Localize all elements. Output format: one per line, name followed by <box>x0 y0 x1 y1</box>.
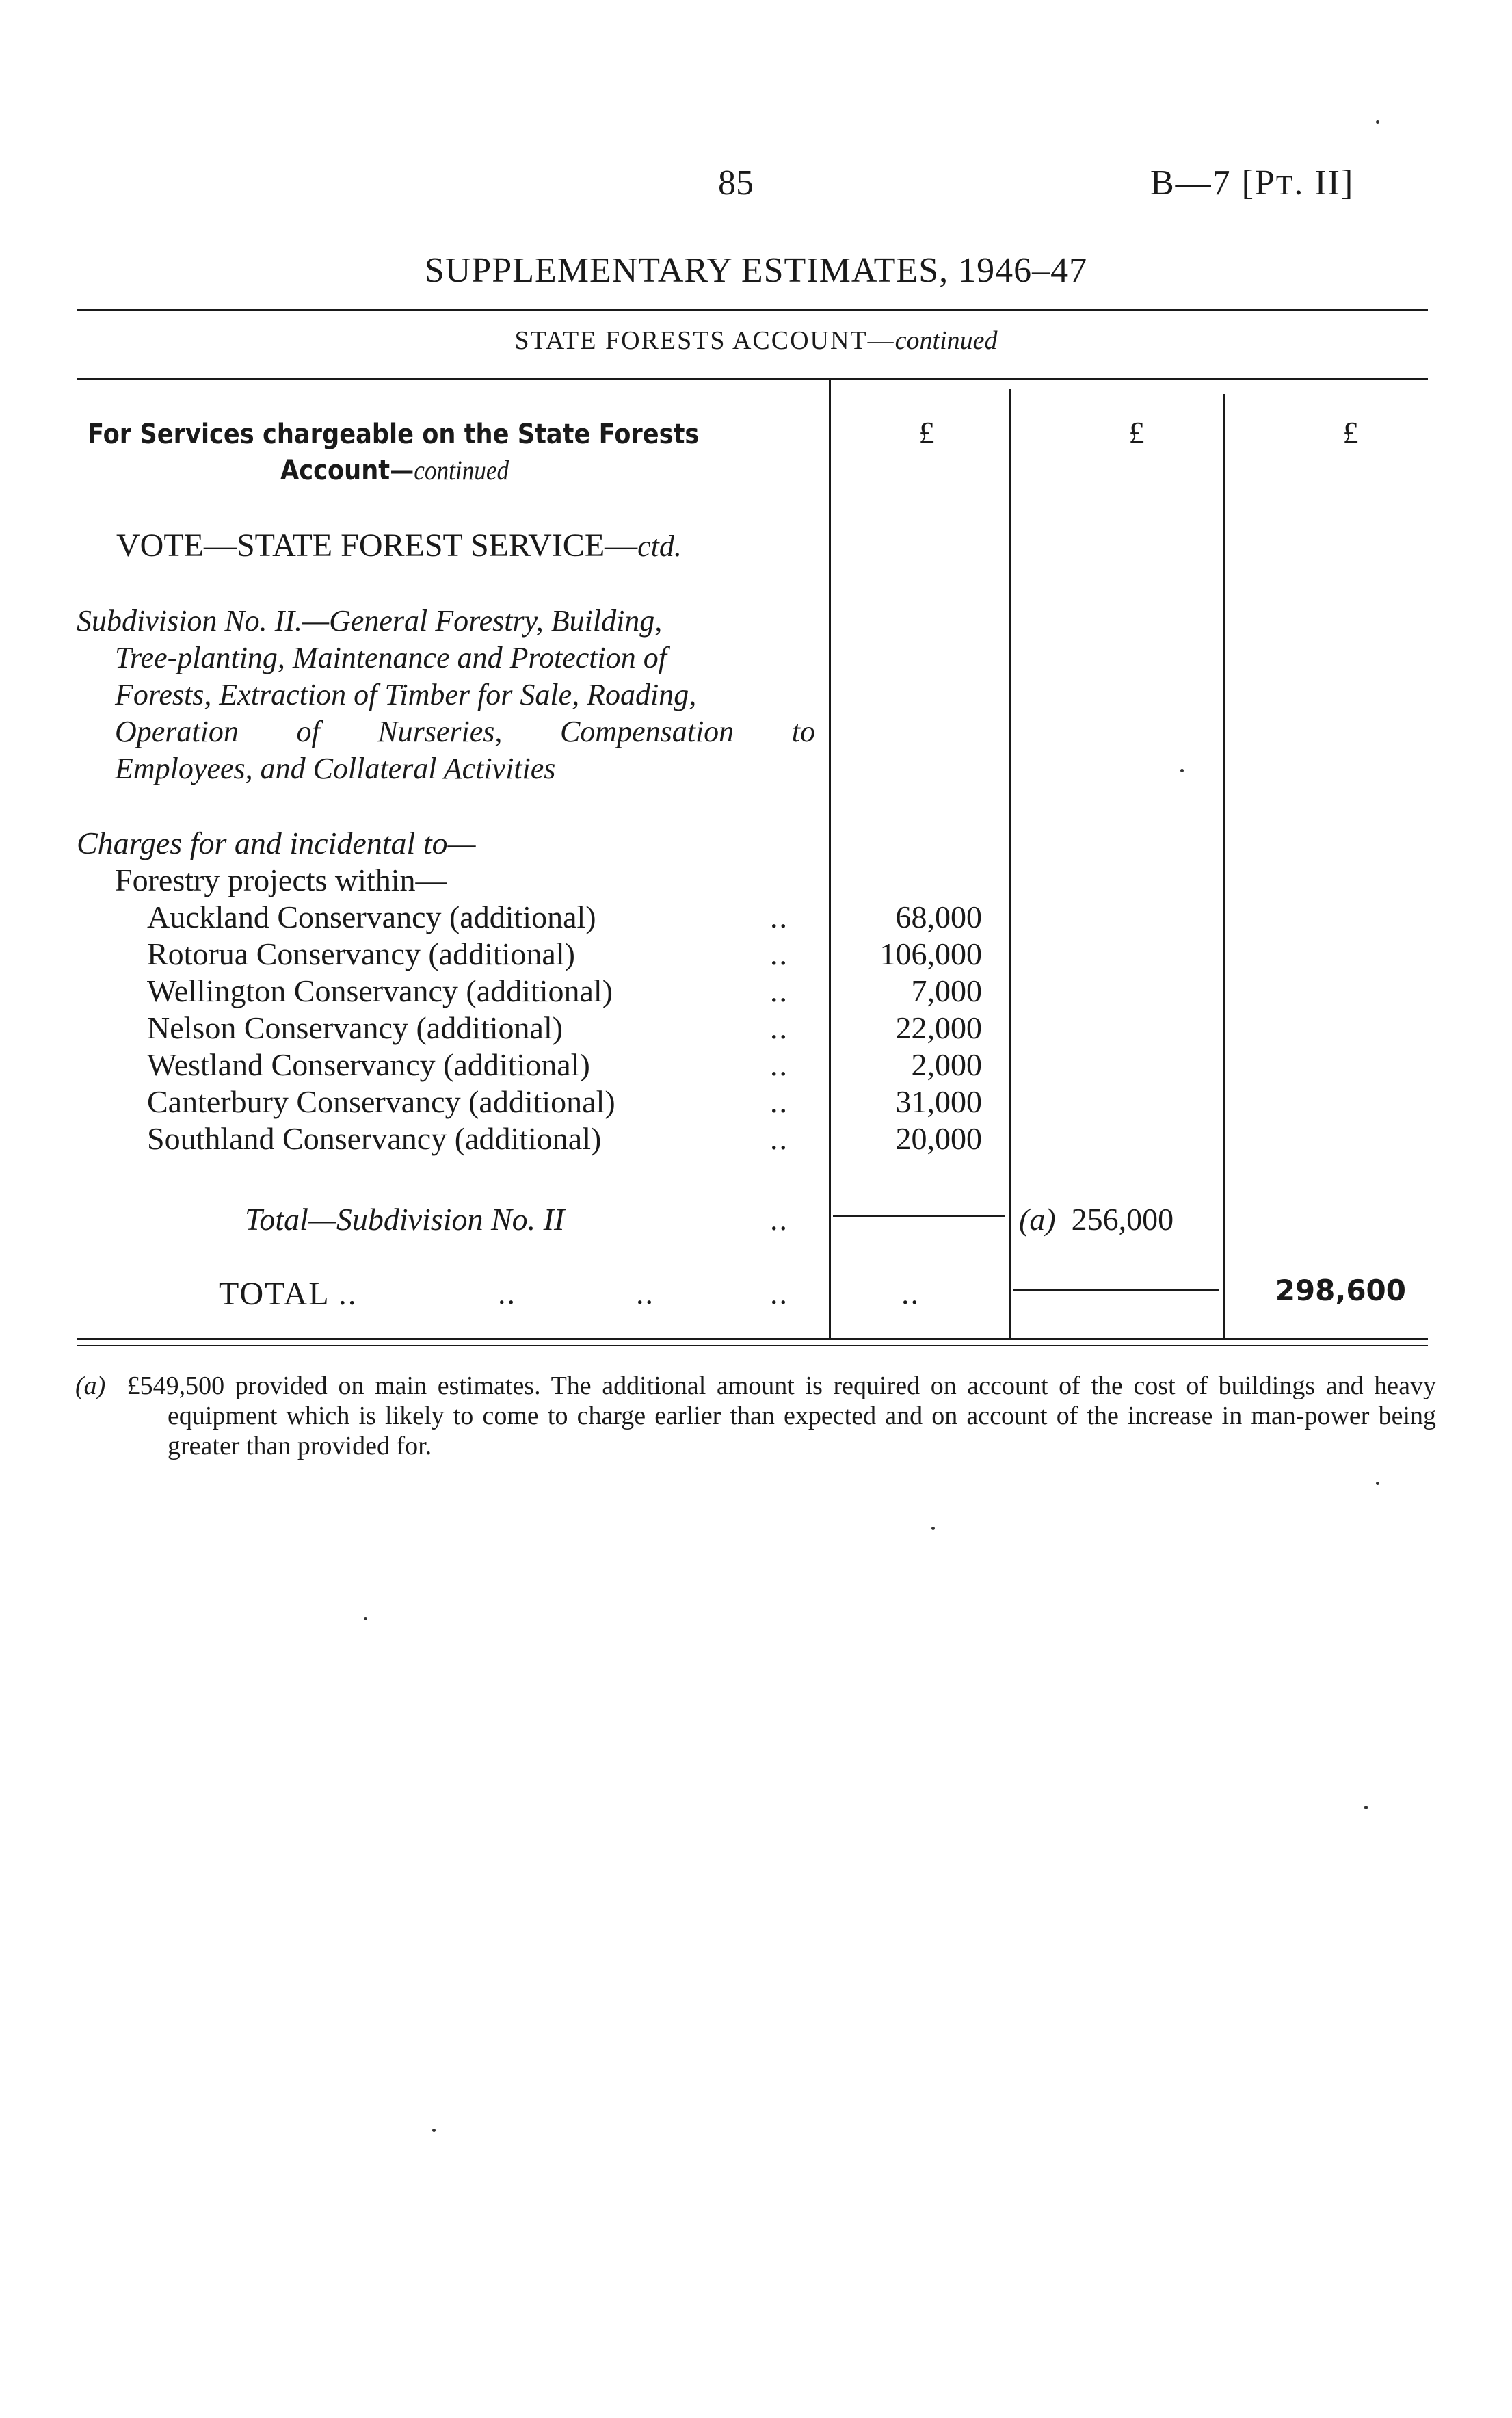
column-divider-2 <box>1009 389 1011 1338</box>
scan-speck <box>1376 1482 1379 1485</box>
table-header-line2 <box>280 454 509 486</box>
document-reference-end: . II] <box>1294 163 1355 202</box>
footnote-marker: (a) <box>75 1371 106 1400</box>
row-label-nelson: Nelson Conservancy (additional) <box>147 1010 563 1045</box>
row-label-auckland: Auckland Conservancy (additional) <box>147 899 596 934</box>
grand-total-amount: 298,600 <box>1275 1274 1406 1307</box>
scan-speck <box>364 1617 367 1620</box>
row-leader-southland: .. <box>770 1121 788 1156</box>
row-leader-auckland: .. <box>770 899 788 934</box>
row-leader-rotorua: .. <box>770 936 788 971</box>
scan-speck <box>931 1527 935 1530</box>
document-reference-smallcaps: T <box>1275 170 1295 200</box>
footnote <box>75 1371 1436 1461</box>
row-label-canterbury: Canterbury Conservancy (additional) <box>147 1084 615 1119</box>
row-label-rotorua: Rotorua Conservancy (additional) <box>147 936 575 971</box>
row-amount-auckland: 68,000 <box>895 899 982 934</box>
column-divider-3 <box>1223 394 1225 1338</box>
footnote-text: £549,500 provided on main estimates. The additional amount is required on account of the cost of buildings and heavy equipment which is likely to come to charge earlier than expected and on account of the increase in man-power being greater than provided for. <box>127 1371 1437 1460</box>
document-reference <box>1150 163 1354 203</box>
row-leader-nelson: .. <box>770 1010 788 1045</box>
subtotal-label: Total—Subdivision No. II <box>245 1202 565 1237</box>
grand-total-rule <box>1013 1289 1219 1291</box>
table-header-continued: continued <box>414 455 509 486</box>
row-amount-westland: 2,000 <box>911 1047 982 1082</box>
currency-column-3: £ <box>1342 415 1359 450</box>
table-top-rule <box>77 378 1428 380</box>
section-subtitle-italic: continued <box>894 326 998 355</box>
row-label-westland: Westland Conservancy (additional) <box>147 1047 590 1082</box>
row-amount-canterbury: 31,000 <box>895 1084 982 1119</box>
row-label-southland: Southland Conservancy (additional) <box>147 1121 602 1156</box>
scan-speck <box>432 2129 436 2132</box>
scan-speck <box>1376 120 1379 124</box>
title-rule <box>77 309 1428 311</box>
scan-speck <box>1180 769 1184 772</box>
currency-column-1: £ <box>918 415 935 450</box>
subtotal-rule <box>833 1215 1005 1217</box>
table-header-line1: For Services chargeable on the State Forests <box>88 419 700 450</box>
grand-total-leader-4: .. <box>901 1276 920 1311</box>
section-subtitle <box>0 326 1512 356</box>
row-leader-canterbury: .. <box>770 1084 788 1119</box>
row-amount-wellington: 7,000 <box>911 973 982 1008</box>
column-divider-1 <box>829 380 831 1338</box>
subdivision-line-4: Operation of Nurseries, Compensation to <box>115 715 815 748</box>
subdivision-line-1: Subdivision No. II.—General Forestry, Building, <box>77 604 663 638</box>
row-amount-rotorua: 106,000 <box>879 936 982 971</box>
row-amount-nelson: 22,000 <box>895 1010 982 1045</box>
subtotal-amount: 256,000 <box>1071 1202 1174 1237</box>
table-bottom-rule <box>77 1338 1428 1340</box>
footnote-body <box>75 1371 1436 1461</box>
document-reference-main: B—7 [P <box>1150 163 1276 202</box>
vote-heading-ctd: ctd. <box>637 529 682 563</box>
grand-total-label: TOTAL .. <box>219 1276 358 1312</box>
table-header-account: Account— <box>280 455 414 486</box>
page-title: SUPPLEMENTARY ESTIMATES, 1946–47 <box>424 251 1088 290</box>
subdivision-line-3: Forests, Extraction of Timber for Sale, Roading, <box>115 678 697 711</box>
page-number: 85 <box>718 163 754 202</box>
table-bottom-rule-thin <box>77 1345 1428 1346</box>
subtotal-note-ref: (a) <box>1019 1202 1056 1237</box>
row-label-wellington: Wellington Conservancy (additional) <box>147 973 613 1008</box>
subtotal-value <box>1019 1201 1173 1237</box>
charges-heading: Charges for and incidental to— <box>77 826 476 860</box>
grand-total-leader-1: .. <box>498 1276 516 1311</box>
vote-heading-main: VOTE—STATE FOREST SERVICE— <box>116 527 638 564</box>
vote-heading <box>116 527 682 564</box>
grand-total-leader-2: .. <box>636 1276 654 1311</box>
currency-column-2: £ <box>1128 415 1145 450</box>
projects-heading: Forestry projects within— <box>115 863 447 897</box>
section-subtitle-main: STATE FORESTS ACCOUNT— <box>514 326 895 355</box>
subtotal-leader: .. <box>770 1202 788 1237</box>
row-amount-southland: 20,000 <box>895 1121 982 1156</box>
grand-total-leader-3: .. <box>770 1276 788 1311</box>
row-leader-westland: .. <box>770 1047 788 1082</box>
row-leader-wellington: .. <box>770 973 788 1008</box>
subdivision-line-2: Tree-planting, Maintenance and Protection of <box>115 641 667 674</box>
scan-speck <box>1364 1806 1368 1809</box>
subdivision-line-5: Employees, and Collateral Activities <box>115 752 556 785</box>
